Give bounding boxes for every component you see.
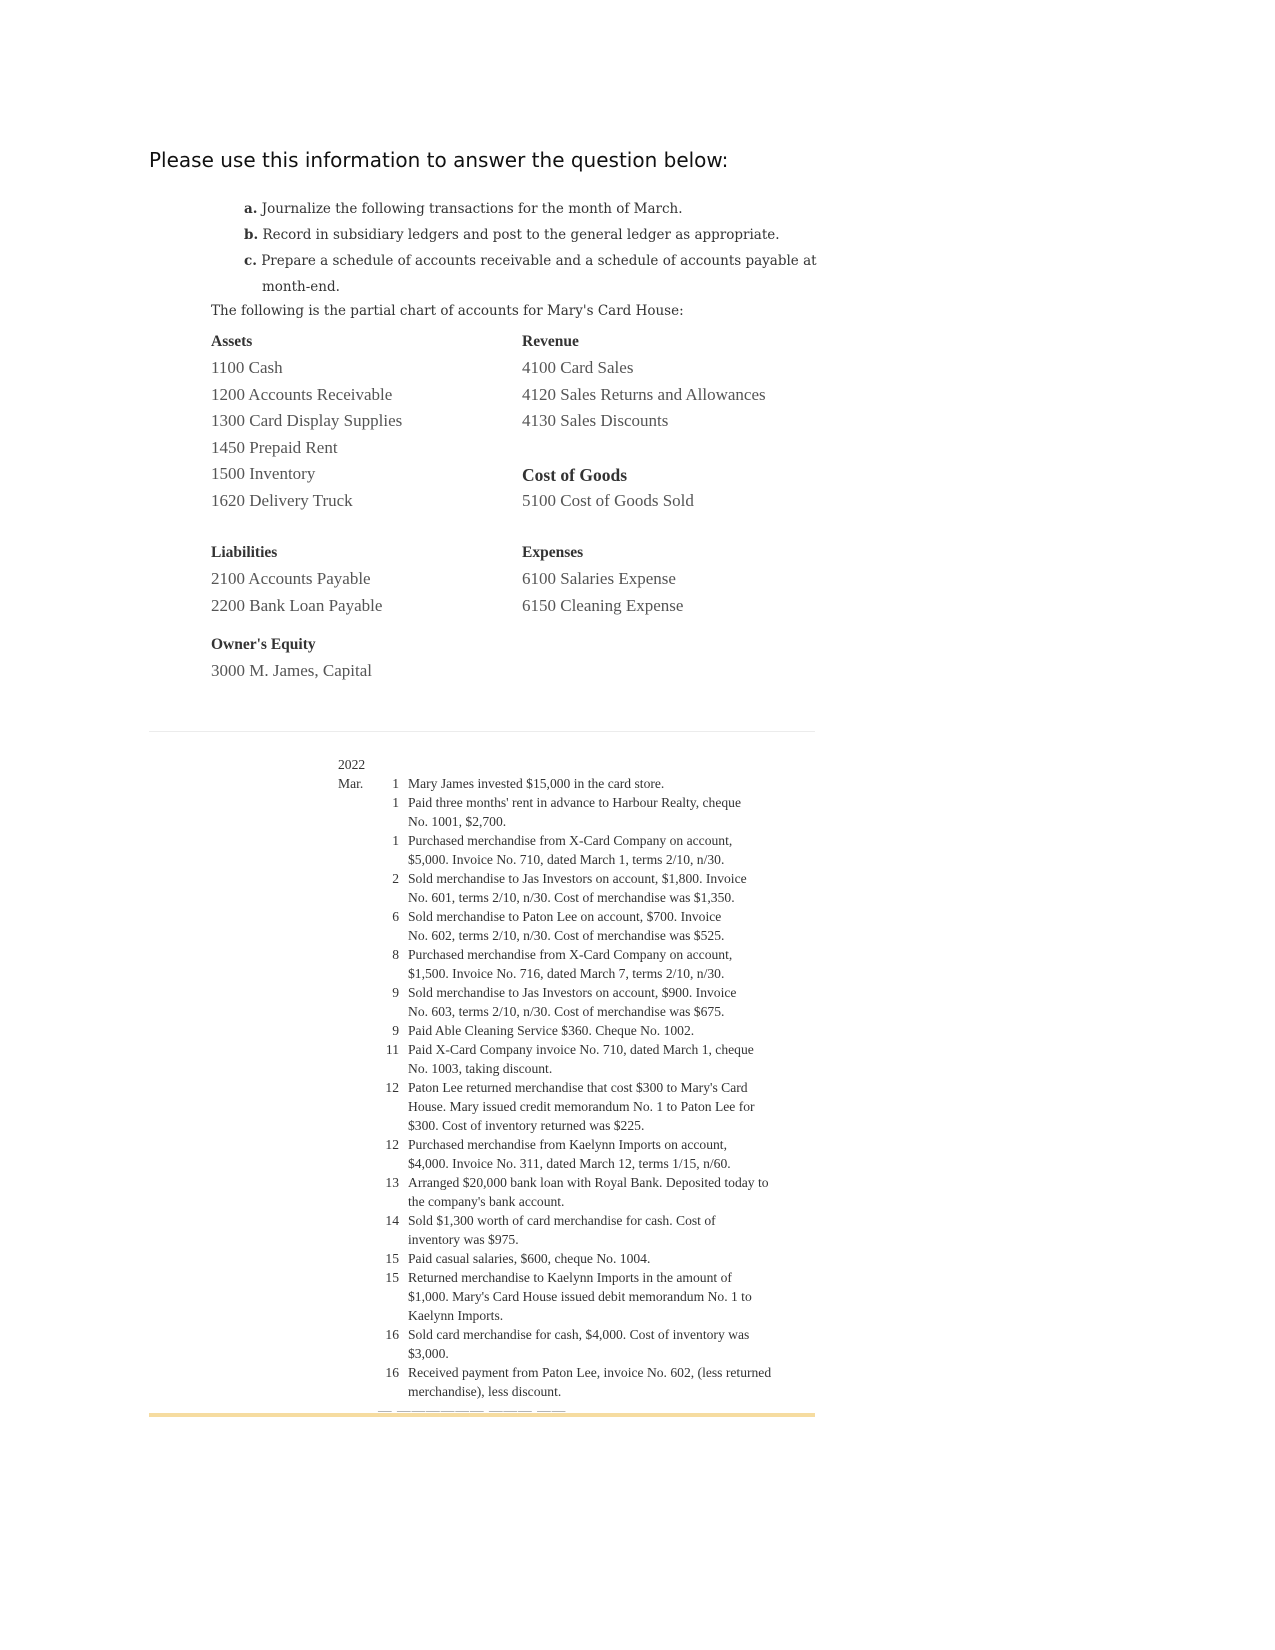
intro-text: Please use this information to answer the question below: bbox=[149, 148, 729, 172]
transaction-day: 9 bbox=[392, 985, 399, 1000]
instruction-item bbox=[244, 274, 844, 300]
transaction-day: 12 bbox=[385, 1080, 399, 1095]
transaction-description bbox=[408, 1325, 778, 1363]
transaction-day: 1 bbox=[392, 776, 399, 791]
revenue-heading: Revenue bbox=[522, 333, 579, 350]
transaction-line: House. Mary issued credit memorandum No. 1 to Paton Lee for bbox=[408, 1099, 755, 1114]
transaction-month bbox=[338, 945, 378, 983]
transaction-row bbox=[338, 774, 818, 793]
transaction-line: No. 1003, taking discount. bbox=[408, 1061, 553, 1076]
transaction-month bbox=[338, 1135, 378, 1173]
transaction-line: $300. Cost of inventory returned was $225. bbox=[408, 1118, 645, 1133]
expenses-section bbox=[522, 540, 683, 619]
transaction-line: Arranged $20,000 bank loan with Royal Bank. Deposited today to bbox=[408, 1175, 769, 1190]
transaction-day: 12 bbox=[385, 1137, 399, 1152]
transaction-year: 2022 bbox=[338, 757, 366, 772]
transaction-description bbox=[408, 793, 778, 831]
transaction-row bbox=[338, 1021, 818, 1040]
transaction-description bbox=[408, 1135, 778, 1173]
transaction-description bbox=[408, 983, 778, 1021]
transaction-description bbox=[408, 1021, 778, 1040]
cost-of-goods-section bbox=[522, 462, 694, 515]
transaction-day: 9 bbox=[392, 1023, 399, 1038]
transaction-row bbox=[338, 869, 818, 907]
owners-equity-heading: Owner's Equity bbox=[211, 636, 316, 653]
cut-off-line: — —————— ——— —— bbox=[378, 1403, 567, 1412]
transaction-row bbox=[338, 1268, 818, 1325]
account-row: 1300 Card Display Supplies bbox=[211, 411, 403, 430]
transaction-row bbox=[338, 945, 818, 983]
transaction-description bbox=[408, 1078, 778, 1135]
transaction-line: Purchased merchandise from X-Card Company on account, bbox=[408, 947, 733, 962]
transaction-line: the company's bank account. bbox=[408, 1194, 565, 1209]
transaction-row bbox=[338, 1078, 818, 1135]
transaction-row bbox=[338, 1173, 818, 1211]
transaction-line: inventory was $975. bbox=[408, 1232, 519, 1247]
transaction-day: 13 bbox=[385, 1175, 399, 1190]
transaction-line: $1,000. Mary's Card House issued debit memorandum No. 1 to bbox=[408, 1289, 752, 1304]
transaction-row bbox=[338, 907, 818, 945]
transaction-line: Paid casual salaries, $600, cheque No. 1004. bbox=[408, 1251, 651, 1266]
transaction-day: 11 bbox=[385, 1042, 399, 1057]
transaction-month: Mar. bbox=[338, 776, 364, 791]
transaction-day: 2 bbox=[392, 871, 399, 886]
account-row: 4100 Card Sales bbox=[522, 358, 634, 377]
transaction-description bbox=[408, 869, 778, 907]
transaction-line: Sold merchandise to Jas Investors on account, $900. Invoice bbox=[408, 985, 737, 1000]
transaction-row bbox=[338, 831, 818, 869]
transaction-line: Returned merchandise to Kaelynn Imports in the amount of bbox=[408, 1270, 732, 1285]
account-row: 1620 Delivery Truck bbox=[211, 490, 353, 510]
section-divider bbox=[149, 731, 815, 732]
transaction-description bbox=[408, 1268, 778, 1325]
account-row: 1500 Inventory bbox=[211, 464, 316, 483]
liabilities-section bbox=[211, 540, 382, 619]
transaction-line: Purchased merchandise from Kaelynn Imports on account, bbox=[408, 1137, 727, 1152]
transaction-line: $1,500. Invoice No. 716, dated March 7, terms 2/10, n/30. bbox=[408, 966, 725, 981]
transaction-description bbox=[408, 1249, 778, 1268]
transaction-day: 14 bbox=[385, 1213, 399, 1228]
transaction-month bbox=[338, 1173, 378, 1211]
transaction-line: Received payment from Paton Lee, invoice No. 602, (less returned bbox=[408, 1365, 772, 1380]
transaction-line: No. 601, terms 2/10, n/30. Cost of merchandise was $1,350. bbox=[408, 890, 735, 905]
transaction-line: Mary James invested $15,000 in the card store. bbox=[408, 776, 665, 791]
transaction-day: 1 bbox=[392, 833, 399, 848]
transaction-month bbox=[338, 1021, 378, 1040]
transaction-month bbox=[338, 1040, 378, 1078]
account-row: 4120 Sales Returns and Allowances bbox=[522, 384, 766, 404]
assets-section bbox=[211, 329, 402, 514]
account-row: 1100 Cash bbox=[211, 358, 283, 377]
chart-of-accounts-intro: The following is the partial chart of accounts for Mary's Card House: bbox=[211, 303, 684, 319]
account-row: 2100 Accounts Payable bbox=[211, 569, 371, 588]
transaction-month bbox=[338, 983, 378, 1021]
transaction-line: Sold card merchandise for cash, $4,000. Cost of inventory was bbox=[408, 1327, 750, 1342]
transaction-month bbox=[338, 831, 378, 869]
liabilities-heading: Liabilities bbox=[211, 544, 278, 561]
transaction-rows bbox=[338, 774, 818, 1401]
account-row: 1450 Prepaid Rent bbox=[211, 437, 338, 457]
transaction-day: 15 bbox=[385, 1270, 399, 1285]
instruction-text: Journalize the following transactions for the month of March. bbox=[261, 201, 683, 217]
transaction-month bbox=[338, 869, 378, 907]
transaction-row bbox=[338, 1363, 818, 1401]
transaction-day: 15 bbox=[385, 1251, 399, 1266]
account-row: 4130 Sales Discounts bbox=[522, 411, 669, 430]
transaction-line: $3,000. bbox=[408, 1346, 449, 1361]
transaction-day: 8 bbox=[392, 947, 399, 962]
transaction-row bbox=[338, 1325, 818, 1363]
transaction-description bbox=[408, 831, 778, 869]
account-row: 2200 Bank Loan Payable bbox=[211, 595, 383, 615]
instruction-letter: b. bbox=[244, 227, 259, 243]
transaction-line: Paton Lee returned merchandise that cost $300 to Mary's Card bbox=[408, 1080, 748, 1095]
transaction-day: 1 bbox=[392, 795, 399, 810]
transaction-row bbox=[338, 793, 818, 831]
instruction-text: month-end. bbox=[262, 279, 340, 295]
transaction-day: 16 bbox=[385, 1327, 399, 1342]
transaction-description bbox=[408, 907, 778, 945]
transaction-month bbox=[338, 1078, 378, 1135]
transaction-line: Sold $1,300 worth of card merchandise for cash. Cost of bbox=[408, 1213, 716, 1228]
revenue-section bbox=[522, 329, 766, 435]
transaction-description bbox=[408, 1363, 778, 1401]
transaction-description bbox=[408, 945, 778, 983]
transaction-line: $4,000. Invoice No. 311, dated March 12, terms 1/15, n/60. bbox=[408, 1156, 731, 1171]
instruction-item bbox=[244, 222, 844, 248]
cost-of-goods-heading: Cost of Goods bbox=[522, 465, 628, 485]
instruction-item bbox=[244, 196, 844, 222]
transaction-description bbox=[408, 774, 778, 793]
transaction-description bbox=[408, 1211, 778, 1249]
highlight-bar bbox=[149, 1413, 815, 1417]
account-row: 3000 M. James, Capital bbox=[211, 661, 373, 680]
transaction-line: merchandise), less discount. bbox=[408, 1384, 562, 1399]
transaction-month bbox=[338, 1268, 378, 1325]
transaction-month bbox=[338, 793, 378, 831]
transaction-description bbox=[408, 1173, 778, 1211]
transaction-row bbox=[338, 1040, 818, 1078]
transaction-month bbox=[338, 1249, 378, 1268]
transaction-line: No. 1001, $2,700. bbox=[408, 814, 507, 829]
transaction-line: Purchased merchandise from X-Card Company on account, bbox=[408, 833, 733, 848]
transaction-line: Paid Able Cleaning Service $360. Cheque No. 1002. bbox=[408, 1023, 695, 1038]
account-row: 5100 Cost of Goods Sold bbox=[522, 491, 694, 510]
expenses-heading: Expenses bbox=[522, 544, 584, 561]
transaction-line: Paid X-Card Company invoice No. 710, dated March 1, cheque bbox=[408, 1042, 754, 1057]
transaction-row bbox=[338, 1135, 818, 1173]
instruction-list bbox=[244, 196, 844, 300]
transaction-day: 16 bbox=[385, 1365, 399, 1380]
transaction-day: 6 bbox=[392, 909, 399, 924]
transaction-line: Sold merchandise to Jas Investors on account, $1,800. Invoice bbox=[408, 871, 747, 886]
account-row: 6150 Cleaning Expense bbox=[522, 595, 684, 615]
transaction-month bbox=[338, 1325, 378, 1363]
transactions-list bbox=[338, 755, 818, 1412]
transaction-row bbox=[338, 1249, 818, 1268]
instruction-text: Prepare a schedule of accounts receivable and a schedule of accounts payable at bbox=[261, 253, 817, 269]
transaction-line: Kaelynn Imports. bbox=[408, 1308, 504, 1323]
transaction-row bbox=[338, 1211, 818, 1249]
transaction-month bbox=[338, 907, 378, 945]
transaction-line: No. 602, terms 2/10, n/30. Cost of merchandise was $525. bbox=[408, 928, 725, 943]
owners-equity-section bbox=[211, 632, 372, 685]
transaction-line: Paid three months' rent in advance to Harbour Realty, cheque bbox=[408, 795, 741, 810]
transaction-month bbox=[338, 1363, 378, 1401]
transaction-line: Sold merchandise to Paton Lee on account, $700. Invoice bbox=[408, 909, 722, 924]
transaction-line: No. 603, terms 2/10, n/30. Cost of merchandise was $675. bbox=[408, 1004, 725, 1019]
instruction-item bbox=[244, 248, 844, 274]
account-row: 1200 Accounts Receivable bbox=[211, 384, 393, 404]
transaction-month bbox=[338, 1211, 378, 1249]
account-row: 6100 Salaries Expense bbox=[522, 569, 676, 588]
transaction-line: $5,000. Invoice No. 710, dated March 1, terms 2/10, n/30. bbox=[408, 852, 725, 867]
instruction-text: Record in subsidiary ledgers and post to the general ledger as appropriate. bbox=[262, 227, 780, 243]
instruction-letter: a. bbox=[244, 201, 258, 217]
instruction-letter: c. bbox=[244, 253, 257, 269]
transaction-description bbox=[408, 1040, 778, 1078]
assets-heading: Assets bbox=[211, 333, 253, 350]
transaction-row bbox=[338, 983, 818, 1021]
